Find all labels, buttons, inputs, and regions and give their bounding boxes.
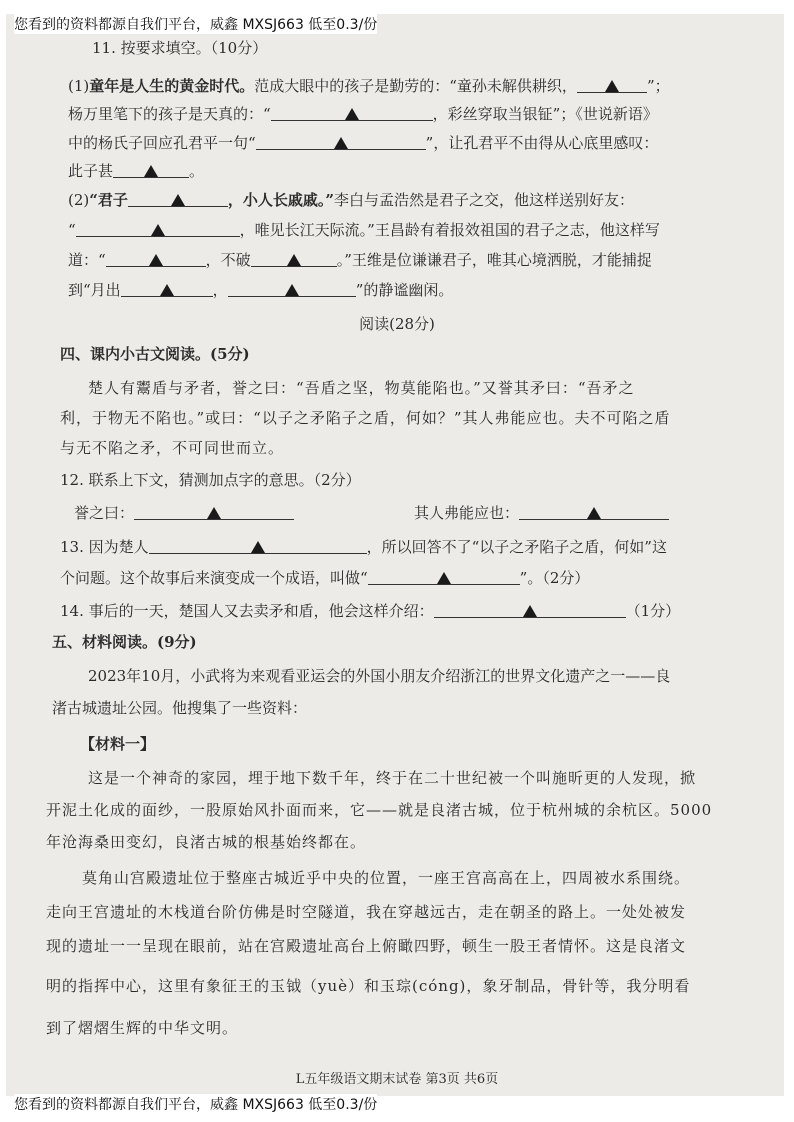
- section4-title: 四、课内小古文阅读。(5分): [60, 345, 250, 363]
- material-text-line3: 年沧海桑田变幻，良渚古城的根基始终都在。: [46, 833, 367, 851]
- triangle-marker-icon: [285, 284, 299, 296]
- q11-p2-line3: 道：“ ，不破 。”王维是位谦谦君子，唯其心境洒脱，才能捕捉: [68, 251, 652, 269]
- answer-blank[interactable]: [113, 161, 189, 178]
- triangle-marker-icon: [251, 541, 265, 553]
- material-text-line6: 现的遗址一一呈现在眼前，站在宫殿遗址高台上俯瞰四野，顿生一股王者情怀。这是良渚文: [46, 937, 687, 955]
- triangle-marker-icon: [149, 254, 163, 266]
- q11-p1-line3: 中的杨氏子回应孔君平一句“ ”，让孔君平不由得从心底里感叹：: [68, 134, 659, 152]
- page-footer: L五年级语文期末试卷 第3页 共6页: [295, 1072, 499, 1087]
- q11-p1-line4: 此子甚 。: [68, 162, 205, 180]
- q11-p2-line2: “ ，唯见长江天际流。”王昌龄有着报效祖国的君子之志，他这样写: [68, 221, 660, 239]
- triangle-marker-icon: [287, 254, 301, 266]
- triangle-marker-icon: [151, 224, 165, 236]
- q11-p1-line2: 杨万里笔下的孩子是天真的：“ ，彩丝穿取当银钲”；《世说新语》: [68, 105, 658, 123]
- answer-blank[interactable]: [128, 190, 228, 207]
- answer-blank[interactable]: [106, 250, 206, 267]
- answer-blank[interactable]: [228, 280, 356, 297]
- q12-title: 12. 联系上下文，猜测加点字的意思。（2分）: [60, 471, 361, 489]
- material-text-line1: 这是一个神奇的家园，埋于地下数千年，终于在二十世纪被一个叫施昕更的人发现，掀: [88, 769, 697, 787]
- q12-item-a: 誉之曰：: [74, 503, 294, 523]
- answer-blank[interactable]: [251, 250, 337, 267]
- answer-blank[interactable]: [434, 601, 626, 618]
- answer-blank[interactable]: [76, 220, 240, 237]
- triangle-marker-icon: [334, 137, 348, 149]
- answer-blank[interactable]: [368, 568, 520, 585]
- material-text-line5: 走向王宫遗址的木栈道台阶仿佛是时空隧道，我在穿越远古，走在朝圣的路上。一处处被发: [46, 903, 687, 921]
- triangle-marker-icon: [207, 507, 221, 519]
- answer-blank[interactable]: [577, 76, 647, 93]
- classical-text-line1: 楚人有鬻盾与矛者，誉之曰：“吾盾之坚，物莫能陷也。”又誉其矛曰：“吾矛之: [88, 379, 635, 397]
- triangle-marker-icon: [437, 572, 451, 584]
- answer-blank[interactable]: [271, 104, 433, 121]
- answer-blank[interactable]: [256, 133, 426, 150]
- classical-text-line2: 利，于物无不陷也。”或曰：“以子之矛陷子之盾，何如？”其人弗能应也。夫不可陷之盾: [60, 409, 671, 427]
- triangle-marker-icon: [345, 108, 359, 120]
- classical-text-line3: 与无不陷之矛，不可同世而立。: [60, 439, 285, 457]
- triangle-marker-icon: [171, 194, 185, 206]
- material-intro-line2: 渚古城遗址公园。他搜集了一些资料：: [52, 699, 308, 717]
- q13-line2: 个问题。这个故事后来演变成一个成语，叫做“ ”。（2分）: [60, 569, 590, 587]
- material-text-line8: 到了熠熠生辉的中华文明。: [46, 1019, 239, 1037]
- answer-blank[interactable]: [149, 537, 367, 554]
- section5-title: 五、材料阅读。(9分): [52, 633, 197, 651]
- watermark-top: 您看到的资料都源自我们平台，威鑫 MXSJ663 低至0.3/份: [14, 14, 377, 34]
- triangle-marker-icon: [587, 507, 601, 519]
- answer-blank[interactable]: [519, 503, 669, 520]
- material-text-line2: 开泥土化成的面纱，一股原始风扑面而来，它——就是良渚古城，位于杭州城的余杭区。5000: [46, 801, 713, 819]
- q11-p2-line4: 到“月出 ， ”的静谧幽闲。: [68, 281, 454, 299]
- triangle-marker-icon: [605, 80, 619, 92]
- triangle-marker-icon: [160, 284, 174, 296]
- material-text-line4: 莫角山宫殿遗址位于整座古城近乎中央的位置，一座王宫高高在上，四周被水系围绕。: [82, 869, 691, 887]
- reading-section-header: 阅读(28分): [359, 315, 435, 333]
- q14-line: 14. 事后的一天，楚国人又去卖矛和盾，他会这样介绍： （1分）: [60, 602, 681, 620]
- triangle-marker-icon: [523, 605, 537, 617]
- watermark-bottom: 您看到的资料都源自我们平台，威鑫 MXSJ663 低至0.3/份: [14, 1094, 377, 1114]
- q13-line1: 13. 因为楚人 ，所以回答不了“以子之矛陷子之盾，何如”这: [60, 538, 667, 556]
- material-text-line7: 明的指挥中心，这里有象征王的玉钺（yuè）和玉琮(cóng)，象牙制品，骨针等，我分明看: [46, 977, 691, 995]
- q12-item-b: 其人弗能应也：: [414, 503, 669, 523]
- q11-p1-line1: (1)童年是人生的黄金时代。范成大眼中的孩子是勤劳的：“童孙未解供耕织， ”；: [68, 77, 670, 95]
- q11-title: 11. 按要求填空。（10分）: [92, 39, 268, 57]
- material-intro-line1: 2023年10月，小武将为来观看亚运会的外国小朋友介绍浙江的世界文化遗产之一——良: [88, 667, 671, 685]
- triangle-marker-icon: [144, 165, 158, 177]
- answer-blank[interactable]: [121, 280, 213, 297]
- material-one-label: 【材料一】: [80, 735, 156, 753]
- q11-p2-line1: (2)“君子 ，小人长戚戚。”李白与孟浩然是君子之交，他这样送别好友：: [68, 191, 635, 209]
- answer-blank[interactable]: [134, 503, 294, 520]
